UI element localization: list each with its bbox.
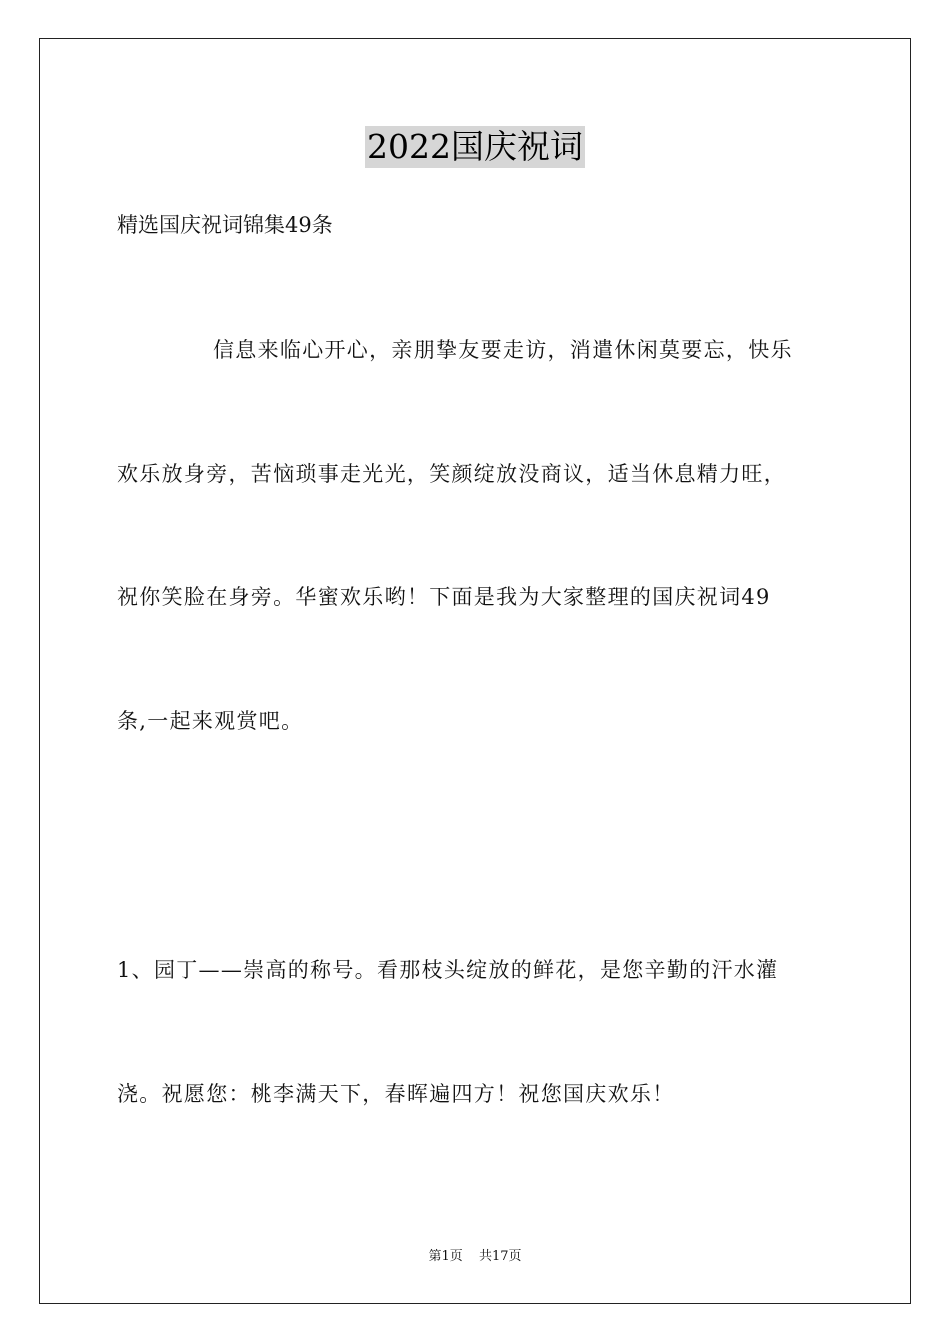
item-line-2: 浇。祝愿您：桃李满天下，春晖遍四方！祝您国庆欢乐！ <box>117 1082 675 1106</box>
intro-line-1: 信息来临心开心，亲朋挚友要走访，消遣休闲莫要忘，快乐 <box>213 338 793 362</box>
page-footer <box>0 1248 950 1266</box>
title-container <box>0 126 950 168</box>
page-number: 第1页 <box>428 1249 463 1264</box>
document-title: 2022国庆祝词 <box>367 127 583 166</box>
intro-line-4: 条,一起来观赏吧。 <box>117 709 304 733</box>
document-subtitle: 精选国庆祝词锦集49条 <box>117 213 333 237</box>
intro-line-2: 欢乐放身旁，苦恼琐事走光光，笑颜绽放没商议，适当休息精力旺， <box>117 462 786 486</box>
intro-line-3: 祝你笑脸在身旁。华蜜欢乐哟！下面是我为大家整理的国庆祝词49 <box>117 585 771 609</box>
item-line-1: 1、园丁——崇高的称号。看那枝头绽放的鲜花，是您辛勤的汗水灌 <box>117 958 779 982</box>
page-total: 共17页 <box>478 1249 522 1264</box>
